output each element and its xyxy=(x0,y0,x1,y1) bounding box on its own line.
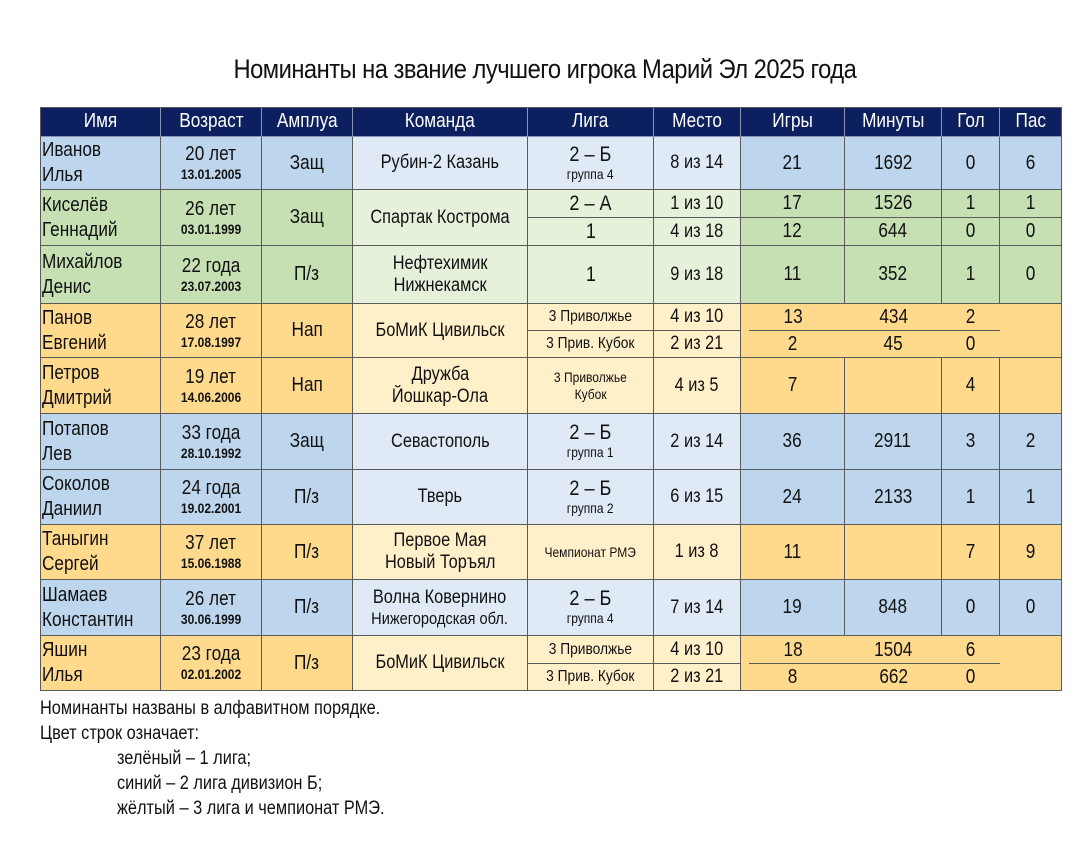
minutes: 662 xyxy=(879,665,908,688)
header-league xyxy=(528,107,654,137)
age: 26 лет xyxy=(185,587,237,610)
cell-age xyxy=(161,525,262,580)
assists: 2 xyxy=(1025,430,1036,452)
place: 8 из 14 xyxy=(670,152,724,173)
cell-name xyxy=(40,246,161,304)
role: Нап xyxy=(291,374,323,396)
team-line: Тверь xyxy=(417,486,463,507)
notes xyxy=(40,696,436,821)
cell-name xyxy=(40,304,161,358)
games: 36 xyxy=(782,430,803,452)
cell-role xyxy=(262,304,353,358)
cell-league xyxy=(528,137,654,190)
place: 4 из 18 xyxy=(670,220,724,242)
games: 17 xyxy=(782,192,803,214)
cell-age xyxy=(161,137,262,190)
cell-minutes xyxy=(845,414,942,470)
cell-team xyxy=(353,636,528,691)
assists: 0 xyxy=(1025,220,1036,242)
goals: 1 xyxy=(965,263,976,285)
cell-team xyxy=(353,414,528,470)
role: П/з xyxy=(294,596,320,618)
cell-league xyxy=(528,580,654,636)
birth-date: 02.01.2002 xyxy=(180,666,242,682)
cell-age xyxy=(161,414,262,470)
games: 8 xyxy=(788,665,798,688)
surname: Михайлов xyxy=(42,250,123,273)
header-age xyxy=(161,107,262,137)
league: Чемпионат РМЭ xyxy=(544,543,637,560)
header-games xyxy=(741,107,845,137)
cell-place xyxy=(654,636,741,664)
cell-goals xyxy=(942,246,1000,304)
cell-league xyxy=(528,470,654,525)
cell-team xyxy=(353,190,528,246)
league: 3 Приволжье xyxy=(554,368,627,385)
cell-place xyxy=(654,414,741,470)
note-colors-heading: Цвет строк означает: xyxy=(40,723,199,744)
cell-goals xyxy=(942,358,1000,414)
games: 2 xyxy=(788,332,798,355)
goals: 1 xyxy=(965,485,976,508)
cell-place xyxy=(654,358,741,414)
place: 4 из 10 xyxy=(670,306,724,327)
cell-age xyxy=(161,246,262,304)
cell-place xyxy=(654,190,741,218)
team-line: Спартак Кострома xyxy=(370,206,510,228)
firstname: Лев xyxy=(42,442,72,465)
minutes: 848 xyxy=(878,596,908,618)
surname: Потапов xyxy=(42,417,109,440)
team-line: Рубин-2 Казань xyxy=(380,152,500,173)
header-label: Гол xyxy=(956,110,985,132)
cell-minutes xyxy=(845,580,942,636)
cell-role xyxy=(262,470,353,525)
games: 12 xyxy=(782,220,803,242)
sub-row-divider xyxy=(749,330,1000,331)
league: 2 – А xyxy=(569,191,612,215)
header-label: Игры xyxy=(772,110,813,132)
league: 3 Приволжье xyxy=(548,308,633,325)
header-team xyxy=(353,107,528,137)
cell-name xyxy=(40,580,161,636)
header-label: Команда xyxy=(404,110,476,132)
cell-place xyxy=(654,580,741,636)
role: Защ xyxy=(289,206,325,228)
goals: 1 xyxy=(965,192,976,214)
header-place xyxy=(654,107,741,137)
cell-goals xyxy=(942,580,1000,636)
cell-league xyxy=(528,304,654,331)
team-line: Первое Мая xyxy=(393,530,487,551)
cell-minutes xyxy=(845,304,942,331)
cell-games xyxy=(741,470,845,525)
cell-role xyxy=(262,636,353,691)
cell-age xyxy=(161,636,262,691)
cell-games xyxy=(741,246,845,304)
cell-role xyxy=(262,358,353,414)
cell-games xyxy=(741,580,845,636)
cell-league xyxy=(528,636,654,664)
cell-assists xyxy=(1000,137,1062,190)
header-role xyxy=(262,107,353,137)
league: 3 Прив. Кубок xyxy=(546,668,635,685)
team-line: Нижегородская обл. xyxy=(371,608,509,628)
role: П/з xyxy=(294,540,320,563)
assists: 6 xyxy=(1025,151,1036,174)
minutes: 434 xyxy=(879,306,908,328)
league: 2 – Б xyxy=(569,421,612,444)
header-name xyxy=(40,107,161,137)
cell-name xyxy=(40,137,161,190)
age: 24 года xyxy=(181,477,241,499)
cell-minutes xyxy=(845,358,942,414)
games: 11 xyxy=(783,263,802,285)
cell-goals xyxy=(942,525,1000,580)
birth-date: 03.01.1999 xyxy=(180,220,242,237)
cell-assists xyxy=(1000,190,1062,218)
cell-games xyxy=(741,190,845,218)
legend-yellow: жёлтый – 3 лига и чемпионат РМЭ. xyxy=(117,798,385,819)
cell-team xyxy=(353,137,528,190)
cell-place xyxy=(654,664,741,691)
goals: 3 xyxy=(965,430,976,452)
league: 2 – Б xyxy=(569,476,612,500)
place: 2 из 21 xyxy=(670,666,724,687)
birth-date: 23.07.2003 xyxy=(180,277,242,294)
cell-goals xyxy=(942,331,1000,358)
minutes: 2911 xyxy=(874,430,912,452)
cell-assists xyxy=(1000,358,1062,414)
minutes: 352 xyxy=(878,263,908,285)
age: 19 лет xyxy=(185,365,237,388)
place: 1 из 8 xyxy=(675,541,719,562)
surname: Яшин xyxy=(42,639,88,661)
birth-date: 30.06.1999 xyxy=(180,610,242,627)
goals: 0 xyxy=(965,151,976,174)
cell-minutes xyxy=(845,246,942,304)
team-line: Нефтехимик xyxy=(392,252,488,274)
nominees-table xyxy=(40,107,1062,691)
league: 2 – Б xyxy=(569,142,612,166)
cell-league xyxy=(528,525,654,580)
header-label: Пас xyxy=(1015,110,1046,132)
header-assists xyxy=(1000,107,1062,137)
games: 11 xyxy=(783,540,802,563)
cell-role xyxy=(262,137,353,190)
birth-date: 14.06.2006 xyxy=(180,388,242,405)
team-line: Новый Торъял xyxy=(384,552,496,573)
cell-assists xyxy=(1000,218,1062,246)
cell-name xyxy=(40,358,161,414)
games: 13 xyxy=(783,306,803,328)
league: 1 xyxy=(585,219,596,243)
cell-assists xyxy=(1000,414,1062,470)
goals: 0 xyxy=(965,220,976,242)
cell-place xyxy=(654,331,741,358)
cell-league xyxy=(528,664,654,691)
cell-team xyxy=(353,358,528,414)
cell-age xyxy=(161,358,262,414)
firstname: Даниил xyxy=(42,498,102,520)
games: 18 xyxy=(783,638,803,661)
cell-name xyxy=(40,190,161,246)
role: Защ xyxy=(289,151,325,174)
goals: 4 xyxy=(965,374,976,396)
team-line: БоМиК Цивильск xyxy=(375,319,505,341)
cell-league xyxy=(528,190,654,218)
cell-place xyxy=(654,470,741,525)
age: 20 лет xyxy=(185,143,237,165)
cell-league xyxy=(528,246,654,304)
cell-games xyxy=(741,664,845,691)
place: 7 из 14 xyxy=(670,596,724,618)
minutes: 1526 xyxy=(873,192,913,214)
cell-minutes xyxy=(845,525,942,580)
firstname: Евгений xyxy=(42,331,107,354)
firstname: Илья xyxy=(42,164,83,186)
team-line: Нижнекамск xyxy=(393,274,487,296)
birth-date: 17.08.1997 xyxy=(180,333,242,350)
cell-team xyxy=(353,470,528,525)
cell-place xyxy=(654,218,741,246)
surname: Таныгин xyxy=(42,528,109,550)
games: 7 xyxy=(787,374,798,396)
goals: 0 xyxy=(966,665,976,688)
cell-goals xyxy=(942,664,1000,691)
cell-assists xyxy=(1000,636,1062,691)
cell-minutes xyxy=(845,331,942,358)
note-order: Номинанты названы в алфавитном порядке. xyxy=(40,698,381,719)
birth-date: 19.02.2001 xyxy=(180,500,242,516)
cell-league xyxy=(528,331,654,358)
cell-team xyxy=(353,304,528,358)
cell-role xyxy=(262,246,353,304)
role: П/з xyxy=(294,651,320,674)
place: 4 из 5 xyxy=(675,374,719,396)
team-line: Севастополь xyxy=(390,430,490,452)
header-goals xyxy=(942,107,1000,137)
cell-age xyxy=(161,470,262,525)
cell-assists xyxy=(1000,246,1062,304)
cell-team xyxy=(353,525,528,580)
surname: Киселёв xyxy=(42,193,108,216)
firstname: Денис xyxy=(42,275,91,298)
birth-date: 13.01.2005 xyxy=(180,166,242,182)
cell-games xyxy=(741,137,845,190)
firstname: Илья xyxy=(42,664,83,686)
cell-team xyxy=(353,580,528,636)
age: 28 лет xyxy=(185,310,237,333)
assists: 9 xyxy=(1025,540,1036,563)
cell-role xyxy=(262,414,353,470)
minutes: 644 xyxy=(878,220,908,242)
place: 2 из 14 xyxy=(670,430,724,452)
cell-minutes xyxy=(845,636,942,664)
cell-league xyxy=(528,358,654,414)
header-label: Имя xyxy=(83,110,117,132)
age: 23 года xyxy=(181,643,241,665)
firstname: Дмитрий xyxy=(42,386,112,409)
cell-league xyxy=(528,414,654,470)
league-sub: группа 1 xyxy=(567,444,614,460)
team-line: Йошкар-Ола xyxy=(391,385,489,407)
cell-assists xyxy=(1000,525,1062,580)
cell-place xyxy=(654,525,741,580)
cell-games xyxy=(741,331,845,358)
cell-assists xyxy=(1000,470,1062,525)
cell-games xyxy=(741,218,845,246)
header-minutes xyxy=(845,107,942,137)
cell-games xyxy=(741,304,845,331)
goals: 7 xyxy=(965,540,976,563)
cell-role xyxy=(262,190,353,246)
goals: 2 xyxy=(966,306,976,328)
cell-goals xyxy=(942,304,1000,331)
age: 37 лет xyxy=(185,532,237,554)
cell-goals xyxy=(942,636,1000,664)
assists: 1 xyxy=(1025,192,1036,214)
role: Нап xyxy=(291,319,323,341)
cell-role xyxy=(262,580,353,636)
firstname: Геннадий xyxy=(42,218,118,241)
cell-place xyxy=(654,304,741,331)
legend-green: зелёный – 1 лига; xyxy=(117,748,252,769)
place: 2 из 21 xyxy=(670,333,724,354)
team-line: БоМиК Цивильск xyxy=(375,652,505,673)
cell-team xyxy=(353,246,528,304)
birth-date: 15.06.1988 xyxy=(180,555,242,571)
legend-blue: синий – 2 лига дивизион Б; xyxy=(117,773,323,794)
league: 3 Прив. Кубок xyxy=(546,335,635,352)
cell-name xyxy=(40,470,161,525)
place: 6 из 15 xyxy=(670,486,724,507)
team-line: Дружба xyxy=(411,363,469,385)
league-sub: группа 2 xyxy=(567,499,614,516)
surname: Соколов xyxy=(42,473,110,495)
cell-goals xyxy=(942,470,1000,525)
age: 26 лет xyxy=(185,197,237,220)
cell-games xyxy=(741,414,845,470)
cell-goals xyxy=(942,190,1000,218)
goals: 0 xyxy=(965,596,976,618)
firstname: Сергей xyxy=(42,553,99,575)
minutes: 1692 xyxy=(873,151,913,174)
league-sub: Кубок xyxy=(574,385,607,402)
birth-date: 28.10.1992 xyxy=(180,444,242,461)
cell-minutes xyxy=(845,137,942,190)
cell-minutes xyxy=(845,664,942,691)
assists: 1 xyxy=(1025,485,1036,508)
league-sub: группа 4 xyxy=(567,165,614,182)
role: Защ xyxy=(289,430,325,452)
surname: Панов xyxy=(42,306,93,329)
cell-minutes xyxy=(845,190,942,218)
cell-place xyxy=(654,137,741,190)
team-line: Волна Ковернино xyxy=(373,586,507,608)
cell-role xyxy=(262,525,353,580)
goals: 6 xyxy=(966,638,976,661)
header-label: Лига xyxy=(572,110,609,132)
header-label: Амплуа xyxy=(276,110,338,132)
assists: 0 xyxy=(1025,263,1036,285)
cell-name xyxy=(40,414,161,470)
games: 19 xyxy=(782,596,803,618)
surname: Иванов xyxy=(42,139,102,161)
cell-age xyxy=(161,304,262,358)
cell-goals xyxy=(942,218,1000,246)
cell-games xyxy=(741,525,845,580)
role: П/з xyxy=(294,485,320,508)
minutes: 45 xyxy=(883,332,904,355)
cell-minutes xyxy=(845,470,942,525)
assists: 0 xyxy=(1025,596,1036,618)
cell-assists xyxy=(1000,304,1062,358)
league: 3 Приволжье xyxy=(548,640,633,658)
surname: Петров xyxy=(42,361,100,384)
cell-games xyxy=(741,358,845,414)
header-label: Минуты xyxy=(861,110,925,132)
cell-minutes xyxy=(845,218,942,246)
cell-name xyxy=(40,525,161,580)
cell-assists xyxy=(1000,580,1062,636)
age: 22 года xyxy=(181,254,241,277)
cell-name xyxy=(40,636,161,691)
cell-goals xyxy=(942,414,1000,470)
firstname: Константин xyxy=(42,608,134,631)
league: 2 – Б xyxy=(569,587,612,610)
header-label: Место xyxy=(672,110,722,132)
league: 1 xyxy=(585,262,596,286)
page-title: Номинанты на звание лучшего игрока Марий Эл 2025 года xyxy=(233,54,857,84)
games: 21 xyxy=(782,151,803,174)
place: 1 из 10 xyxy=(670,192,724,214)
surname: Шамаев xyxy=(42,583,108,606)
cell-age xyxy=(161,190,262,246)
cell-games xyxy=(741,636,845,664)
header-label: Возраст xyxy=(178,110,244,132)
sub-row-divider xyxy=(749,663,1000,664)
role: П/з xyxy=(294,263,320,285)
league-sub: группа 4 xyxy=(567,610,614,626)
age: 33 года xyxy=(181,421,241,444)
goals: 0 xyxy=(966,332,976,355)
minutes: 1504 xyxy=(874,638,913,661)
place: 4 из 10 xyxy=(670,638,724,660)
cell-goals xyxy=(942,137,1000,190)
minutes: 2133 xyxy=(873,485,913,508)
games: 24 xyxy=(782,485,803,508)
place: 9 из 18 xyxy=(670,263,724,285)
cell-league xyxy=(528,218,654,246)
cell-place xyxy=(654,246,741,304)
cell-age xyxy=(161,580,262,636)
